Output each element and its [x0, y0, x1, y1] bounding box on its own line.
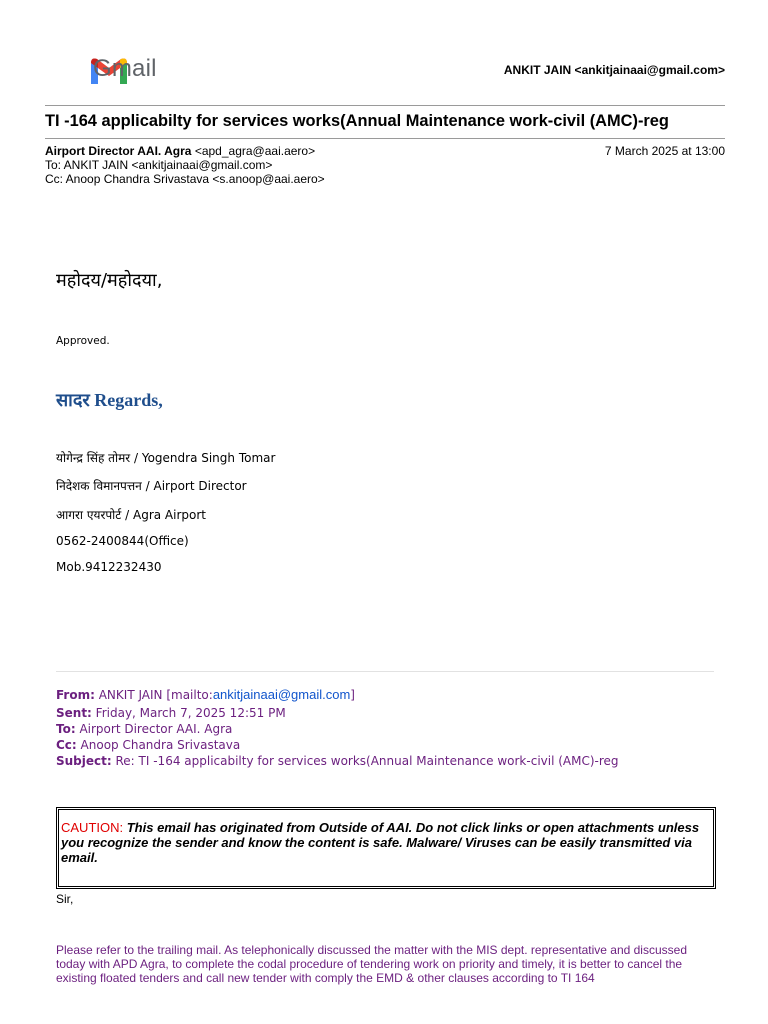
quoted-cc: [56, 737, 240, 753]
sender-line: [45, 144, 315, 158]
cc-line: Cc: Anoop Chandra Srivastava <s.anoop@aai.aero>: [45, 172, 325, 186]
caution-text: This email has originated from Outside of AAI. Do not click links or open attachments unless you recognize the sender and know the content is safe. Malware/ Viruses can be easily transmitted via email.: [61, 820, 700, 865]
brand-name: Gmail: [93, 55, 157, 82]
regards: [56, 388, 163, 412]
message-paragraph: Please refer to the trailing mail. As telephonically discussed the matter with the MIS dept. representative and discussed today with APD Agra, to complete the codal procedure of tendering work on priority and timely, it is better to cancel the existing floated tenders and call new tender with comply the EMD & other clauses according to TI 164: [56, 943, 687, 985]
caution-box: [56, 807, 716, 889]
subject-divider: [45, 138, 725, 139]
signature-name: योगेन्द्र सिंह तोमर / Yogendra Singh Tomar: [56, 451, 276, 465]
approval-text: Approved.: [56, 335, 110, 347]
quoted-sent: [56, 705, 286, 721]
regards-hindi: सादर: [56, 390, 90, 411]
quoted-from-close: ]: [350, 688, 355, 702]
quoted-sent-value: Friday, March 7, 2025 12:51 PM: [91, 706, 286, 720]
quoted-from: [56, 687, 355, 703]
salutation: Sir,: [56, 892, 74, 906]
header-divider: [45, 105, 725, 106]
quoted-to-label: To:: [56, 722, 76, 736]
signature-title: निदेशक विमानपत्तन / Airport Director: [56, 479, 247, 493]
sender-name: Airport Director AAI. Agra: [45, 144, 192, 158]
account-label: ANKIT JAIN <ankitjainaai@gmail.com>: [503, 63, 725, 77]
quoted-from-value: ANKIT JAIN [mailto:: [94, 688, 213, 702]
to-line: To: ANKIT JAIN <ankitjainaai@gmail.com>: [45, 158, 273, 172]
signature-location: आगरा एयरपोर्ट / Agra Airport: [56, 508, 207, 522]
quote-separator: [56, 671, 714, 672]
signature-mobile: Mob.9412232430: [56, 560, 162, 574]
regards-english: Regards,: [89, 390, 163, 410]
sender-address: <apd_agra@aai.aero>: [194, 144, 316, 158]
quoted-cc-value: Anoop Chandra Srivastava: [76, 738, 241, 752]
quoted-subject-label: Subject:: [56, 754, 112, 768]
quoted-subject: [56, 753, 619, 769]
caution-label: CAUTION:: [61, 820, 127, 835]
email-date: 7 March 2025 at 13:00: [604, 144, 725, 158]
quoted-from-email-link[interactable]: ankitjainaai@gmail.com: [212, 687, 351, 702]
quoted-cc-label: Cc:: [56, 738, 77, 752]
quoted-to: [56, 721, 232, 737]
greeting: महोदय/महोदया,: [56, 270, 163, 291]
quoted-subject-value: Re: TI -164 applicabilty for services works(Annual Maintenance work-civil (AMC)-reg: [111, 754, 619, 768]
signature-office-phone: 0562-2400844(Office): [56, 534, 189, 548]
quoted-to-value: Airport Director AAI. Agra: [75, 722, 233, 736]
quoted-sent-label: Sent:: [56, 706, 92, 720]
email-subject: TI -164 applicabilty for services works(Annual Maintenance work-civil (AMC)-reg: [45, 112, 669, 130]
quoted-from-label: From:: [56, 688, 95, 702]
caution-message: [61, 820, 711, 865]
